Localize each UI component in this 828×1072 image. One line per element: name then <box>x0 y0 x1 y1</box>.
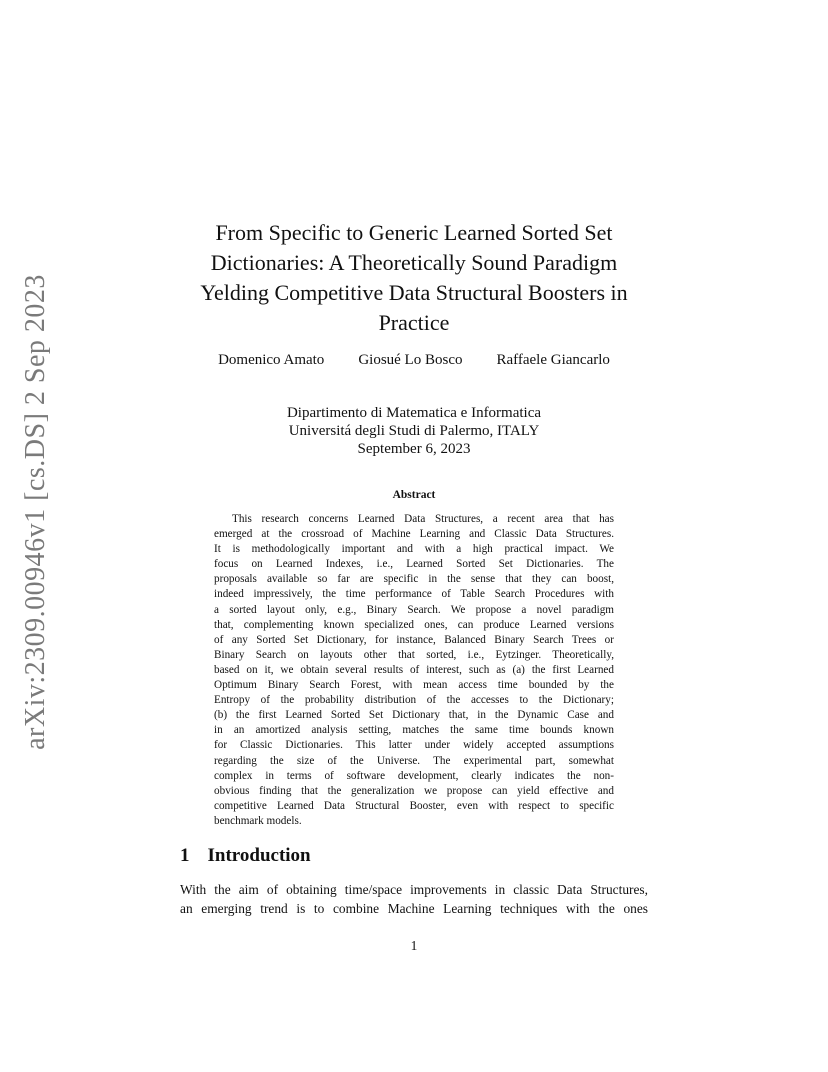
affiliation-university: Universitá degli Studi di Palermo, ITALY <box>288 423 540 439</box>
abstract-line: proposals available so far are specific in the sense that they can boost, <box>214 573 614 586</box>
section-title: Introduction <box>207 845 311 866</box>
author-list <box>180 352 648 369</box>
title-line: Yelding Competitive Data Structural Boosters in <box>200 280 628 305</box>
title-line: Practice <box>378 310 450 335</box>
author-name: Raffaele Giancarlo <box>496 352 610 368</box>
title-line: Dictionaries: A Theoretically Sound Paradigm <box>210 250 618 275</box>
abstract-line: obvious finding that the generalization we propose can yield effective and <box>214 784 614 797</box>
affiliation-department: Dipartimento di Matematica e Informatica <box>286 405 542 421</box>
abstract-line: based on it, we obtain several results of interest, such as (a) the first Learned <box>214 663 614 676</box>
abstract-line: It is methodologically important and with a high practical impact. We <box>214 543 614 556</box>
abstract-line: emerged at the crossroad of Machine Learning and Classic Data Structures. <box>214 528 614 541</box>
publication-date: September 6, 2023 <box>357 441 471 457</box>
page-number: 1 <box>410 938 418 953</box>
body-line: With the aim of obtaining time/space improvements in classic Data Structures, <box>180 882 648 897</box>
abstract-line: (b) the first Learned Sorted Set Dictionary that, in the Dynamic Case and <box>214 709 614 722</box>
introduction-body <box>180 880 648 918</box>
abstract-line: indeed impressively, the time performance of Table Search Procedures with <box>214 588 614 601</box>
abstract-line: regarding the size of the Universe. The experimental part, somewhat <box>214 754 614 767</box>
abstract-line: for Classic Dictionaries. This latter under widely accepted assumptions <box>214 739 614 752</box>
author-name: Domenico Amato <box>218 352 325 368</box>
arxiv-identifier: arXiv:2309.00946v1 [cs.DS] 2 Sep 2023 <box>20 274 51 750</box>
abstract-line: competitive Learned Data Structural Booster, even with respect to specific <box>214 799 614 812</box>
abstract-line: This research concerns Learned Data Structures, a recent area that has <box>232 513 614 525</box>
title-line: From Specific to Generic Learned Sorted Set <box>215 220 613 245</box>
abstract-line: Binary Search on layouts other that sorted, i.e., Eytzinger. Theoretically, <box>214 648 614 661</box>
abstract-heading: Abstract <box>392 489 436 501</box>
abstract-line: of any Sorted Set Dictionary, for instance, Balanced Binary Search Trees or <box>214 633 614 646</box>
abstract-line: Optimum Binary Search Forest, with mean access time bounded by the <box>214 679 614 692</box>
abstract-line: in an amortized analysis setting, matches the same time bounds known <box>214 724 614 737</box>
body-line: an emerging trend is to combine Machine Learning techniques with the ones <box>180 901 648 916</box>
section-number: 1 <box>180 845 190 866</box>
abstract-line: benchmark models. <box>214 814 302 827</box>
abstract-line: Entropy of the probability distribution of the accesses to the Dictionary; <box>214 694 614 707</box>
affiliation-block <box>180 404 648 458</box>
abstract-line: complex in terms of software development, clearly indicates the non- <box>214 769 614 782</box>
abstract-line: focus on Learned Indexes, i.e., Learned Sorted Set Dictionaries. The <box>214 558 614 571</box>
section-heading <box>180 845 311 867</box>
abstract-line: a sorted layout only, e.g., Binary Search. We propose a novel paradigm <box>214 603 614 616</box>
paper-title <box>160 218 668 338</box>
abstract-line: that, complementing known specialized ones, can produce Learned versions <box>214 618 614 631</box>
abstract-body <box>214 512 614 829</box>
author-name: Giosué Lo Bosco <box>358 352 463 368</box>
